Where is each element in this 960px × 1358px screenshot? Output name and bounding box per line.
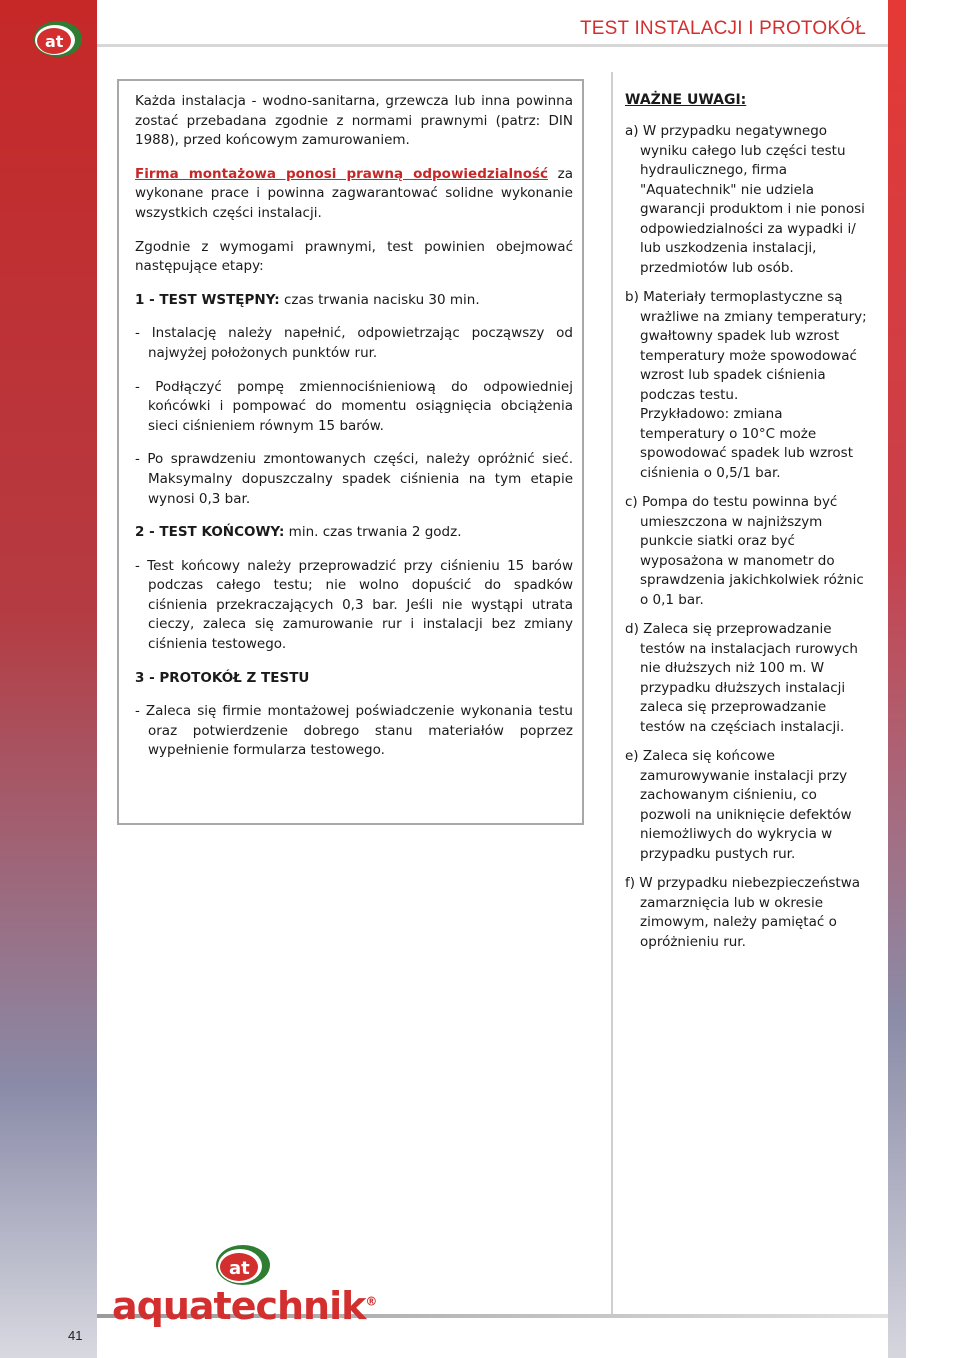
- svg-text:at: at: [45, 32, 64, 51]
- note-a: a) W przypadku negatywnego wyniku całego lub części testu hydraulicznego, firma "Aquatechnik" nie udziela gwarancji produktom i nie ponosi odpowiedzialności za wypadki i/ lub uszkodzenia instalacji, przedmiotów lub osób.: [625, 123, 865, 276]
- section-1-duration: czas trwania nacisku 30 min.: [279, 291, 480, 308]
- section-3-title: 3 - PROTOKÓŁ Z TESTU: [135, 669, 310, 686]
- note-f: f) W przypadku niebezpieczeństwa zamarznięcia lub w okresie zimowym, należy pamiętać o opróżnieniu rur.: [625, 875, 861, 950]
- section-1-item: - Podłączyć pompę zmiennociśnieniową do odpowiedniej końcówki i pompować do momentu osiągnięcia obciążenia sieci ciśnieniem równym 15 barów.: [135, 378, 573, 434]
- column-divider: [611, 72, 613, 1314]
- note-b-example: Przykładowo: zmiana temperatury o 10°C może spowodować spadek lub wzrost ciśnienia o 0,5/1 bar.: [640, 406, 854, 481]
- brand-wordmark: aquatechnik: [112, 1284, 366, 1328]
- brand-logo: [112, 1240, 377, 1330]
- note-c: c) Pompa do testu powinna być umieszczona w najniższym punkcie siatki oraz być wyposażona w manometr do sprawdzenia jakichkolwiek różnic o 0,1 bar.: [625, 494, 864, 608]
- section-3-heading: [135, 669, 573, 689]
- aquatechnik-logo-icon: [28, 16, 84, 62]
- section-2-duration: min. czas trwania 2 godz.: [284, 524, 462, 541]
- section-1-title: 1 - TEST WSTĘPNY:: [135, 291, 280, 308]
- section-2-heading: [135, 523, 573, 543]
- responsibility-paragraph: [135, 165, 573, 224]
- note-d: d) Zaleca się przeprowadzanie testów na instalacjach rurowych nie dłuższych niż 100 m. W przypadku dłuższych instalacji zaleca się przeprowadzanie testów na częściach instalacji.: [625, 621, 858, 735]
- section-1-item: - Instalację należy napełnić, odpowietrzając począwszy od najwyżej położonych punktów rur.: [135, 325, 573, 361]
- notes-heading: WAŻNE UWAGI:: [625, 92, 747, 108]
- note-b-text: b) Materiały termoplastyczne są wrażliwe na zmiany temperatury; gwałtowny spadek lub wzrost temperatury może spowodować wzrost lub spadek ciśnienia podczas testu.: [625, 289, 867, 403]
- page-title: TEST INSTALACJI I PROTOKÓŁ: [579, 18, 866, 39]
- svg-text:at: at: [229, 1258, 250, 1279]
- brand-logo-icon: [210, 1240, 272, 1290]
- left-decorative-bar: [0, 0, 97, 1358]
- section-3-item: - Zaleca się firmie montażowej poświadczenie wykonania testu oraz potwierdzenie dobrego stanu materiałów poprzez wypełnienie formularza testowego.: [135, 703, 573, 759]
- note-e: e) Zaleca się końcowe zamurowywanie instalacji przy zachowanym ciśnieniu, co pozwoli na uniknięcie defektów niemożliwych do wykrycia w przypadku pustych rur.: [625, 748, 852, 862]
- brand-name: [112, 1284, 376, 1328]
- responsibility-text: za wykonane prace i powinna zagwarantować solidne wykonanie wszystkich części instalacji.: [135, 165, 573, 221]
- requirements-paragraph: Zgodnie z wymogami prawnymi, test powinien obejmować następujące etapy:: [135, 238, 573, 275]
- responsibility-highlight: Firma montażowa ponosi prawną odpowiedzialność: [135, 165, 549, 182]
- right-margin: [906, 0, 960, 1358]
- important-notes: [625, 92, 867, 962]
- section-1-item: - Po sprawdzeniu zmontowanych części, należy opróżnić sieć. Maksymalny dopuszczalny spadek ciśnienia na tym etapie wynosi 0,3 bar.: [135, 451, 573, 507]
- section-2-title: 2 - TEST KOŃCOWY:: [135, 524, 285, 541]
- test-procedure-box: [117, 79, 584, 825]
- page-number: 41: [68, 1328, 83, 1343]
- intro-paragraph: Każda instalacja - wodno-sanitarna, grzewcza lub inna powinna zostać przebadana zgodnie z normami prawnymi (patrz: DIN 1988), przed końcowym zamurowaniem.: [135, 93, 573, 149]
- section-1-heading: [135, 291, 573, 311]
- right-decorative-bar: [888, 0, 906, 1358]
- note-b: [625, 288, 867, 483]
- registered-mark: ®: [365, 1294, 377, 1309]
- header-rule: [97, 44, 888, 47]
- section-2-item: - Test końcowy należy przeprowadzić przy ciśnieniu 15 barów podczas całego testu; nie wolno dopuścić do spadków ciśnienia przekraczających 0,3 bar. Jeśli nie wystąpi utrata cieczy, zaleca się zamurowanie rur i instalacji bez zmiany ciśnienia testowego.: [135, 557, 573, 653]
